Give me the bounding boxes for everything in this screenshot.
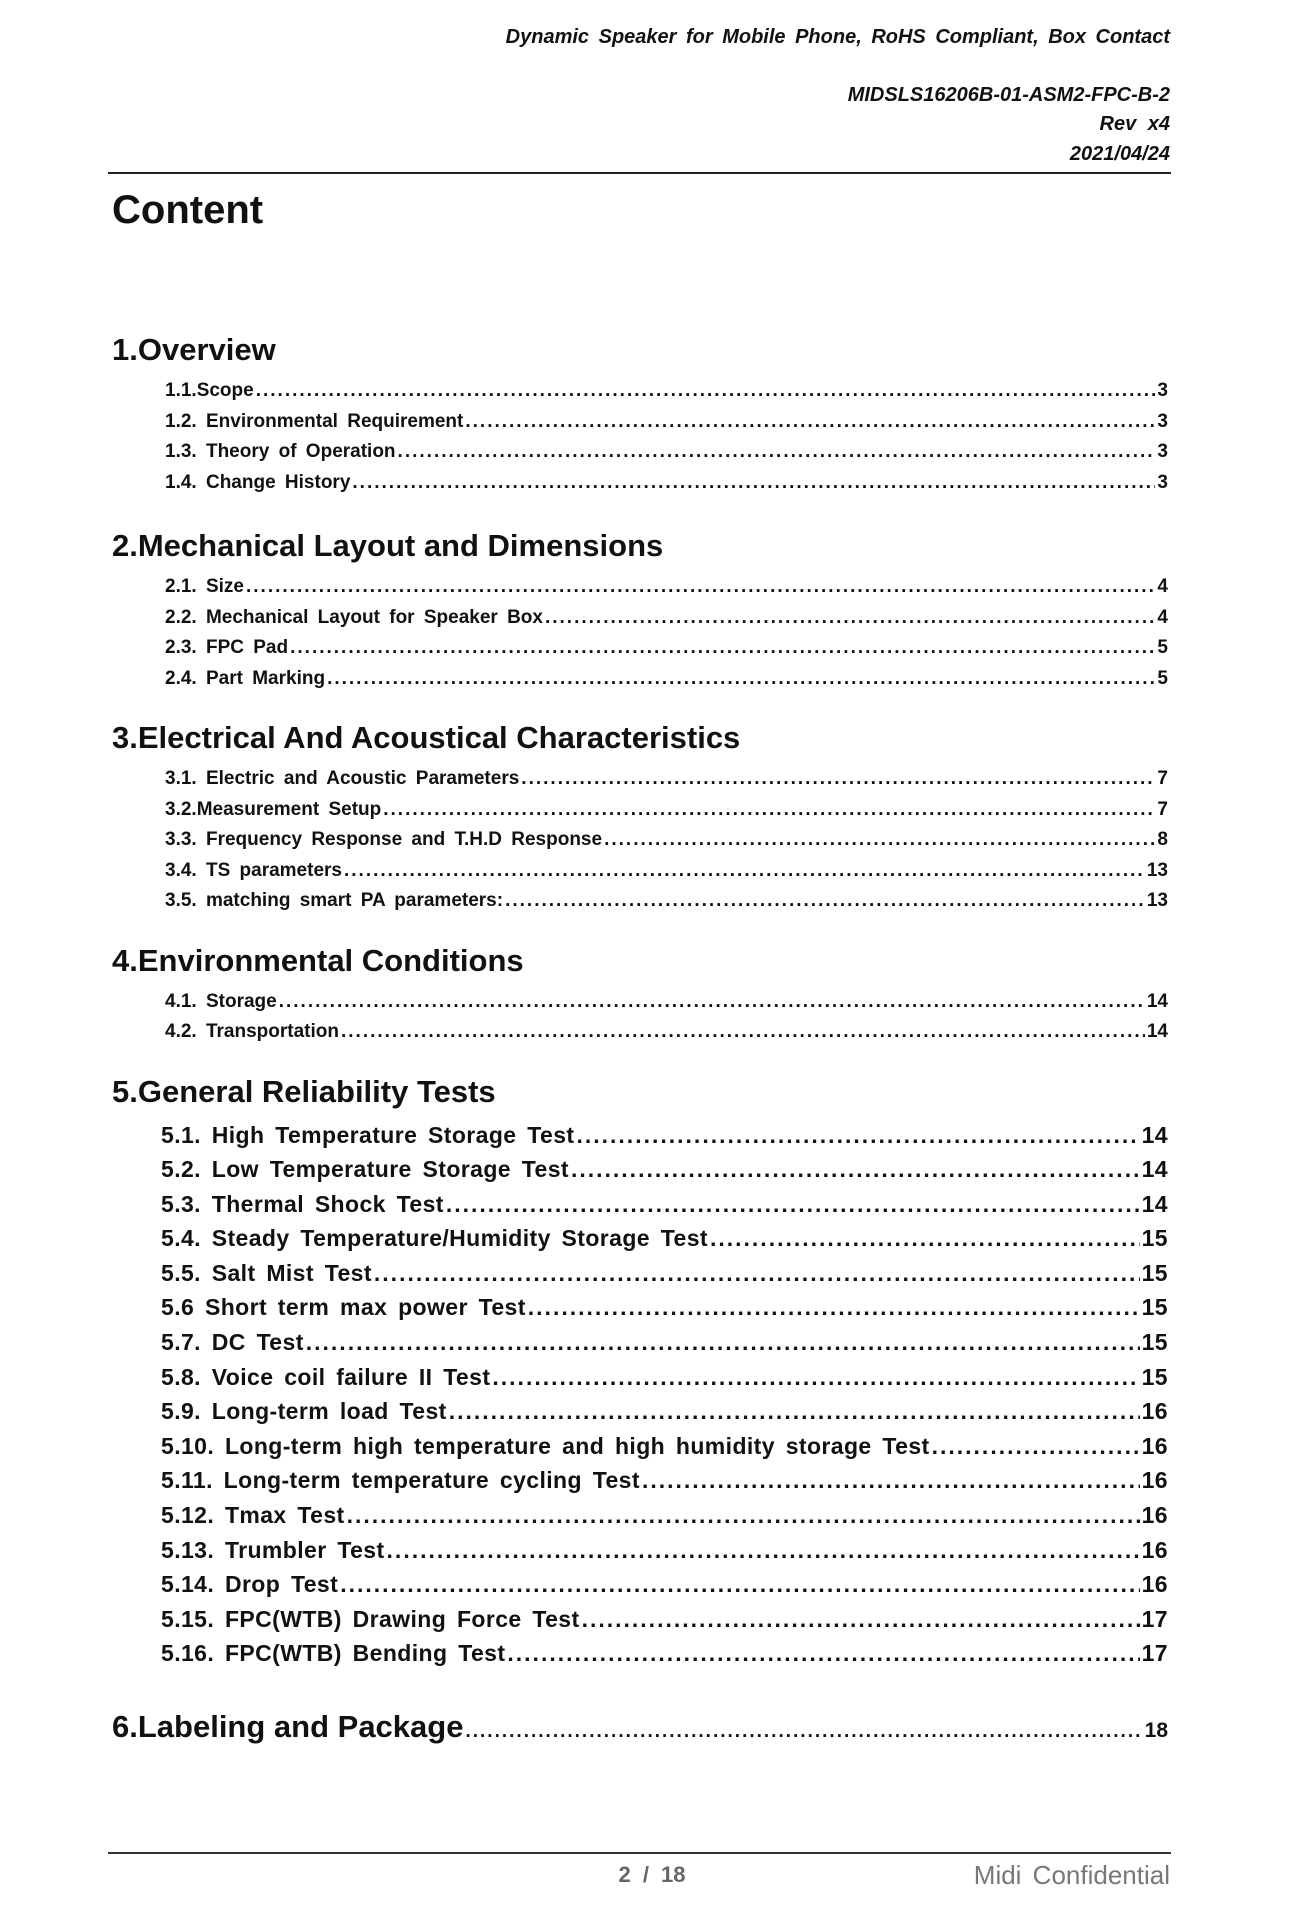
dot-leader bbox=[521, 764, 1155, 795]
toc-entry[interactable] bbox=[112, 664, 1172, 695]
dot-leader bbox=[352, 468, 1155, 499]
dot-leader bbox=[505, 886, 1145, 917]
dot-leader bbox=[290, 633, 1155, 664]
toc-entry-label: 5.7. DC Test bbox=[161, 1329, 304, 1356]
toc-entry[interactable] bbox=[112, 1394, 1172, 1429]
header-subtitle: Dynamic Speaker for Mobile Phone, RoHS Compliant, Box Contact bbox=[505, 26, 1170, 48]
confidential-label: Midi Confidential bbox=[973, 1860, 1170, 1890]
toc-entry-page: 3 bbox=[1157, 471, 1168, 493]
toc-entry-page: 17 bbox=[1141, 1605, 1168, 1632]
toc-section-heading[interactable]: 4.Environmental Conditions bbox=[112, 942, 524, 978]
dot-leader bbox=[398, 437, 1156, 468]
toc-entry-page: 7 bbox=[1157, 798, 1168, 820]
toc-entry-label: 5.11. Long-term temperature cycling Test bbox=[161, 1467, 640, 1494]
header-date: 2021/04/24 bbox=[1069, 143, 1170, 165]
toc-entry-label: 5.13. Trumbler Test bbox=[161, 1536, 385, 1563]
toc-entry-page: 13 bbox=[1146, 890, 1168, 911]
toc-entry-label: 5.6 Short term max power Test bbox=[161, 1294, 526, 1321]
toc-entry-label: 2.1. Size bbox=[165, 576, 244, 597]
toc-entry-label: 3.5. matching smart PA parameters: bbox=[165, 890, 504, 911]
toc-entry-label: 5.12. Tmax Test bbox=[161, 1502, 345, 1529]
toc-entry[interactable] bbox=[112, 795, 1172, 826]
dot-leader bbox=[446, 1187, 1140, 1222]
toc-entry-page: 3 bbox=[1157, 380, 1168, 401]
toc-section-heading[interactable]: 2.Mechanical Layout and Dimensions bbox=[112, 528, 664, 563]
toc-entry-page: 16 bbox=[1141, 1571, 1168, 1598]
dot-leader bbox=[528, 1290, 1140, 1325]
toc-entry-label: 5.16. FPC(WTB) Bending Test bbox=[161, 1640, 506, 1667]
dot-leader bbox=[545, 603, 1155, 634]
toc-entry-page: 14 bbox=[1146, 1021, 1168, 1042]
toc-entry-page: 5 bbox=[1157, 637, 1168, 658]
dot-leader bbox=[604, 825, 1155, 856]
header-revision: Rev x4 bbox=[1099, 113, 1170, 135]
toc-entry[interactable] bbox=[112, 1533, 1172, 1568]
toc-entry-page: 7 bbox=[1157, 768, 1168, 789]
toc-entry-label: 4.2. Transportation bbox=[165, 1021, 339, 1042]
dot-leader bbox=[507, 1636, 1139, 1671]
table-of-contents bbox=[112, 324, 1172, 1753]
toc-entry[interactable] bbox=[112, 1152, 1172, 1187]
toc-entry-page: 18 bbox=[1144, 1719, 1168, 1742]
toc-entry[interactable] bbox=[112, 1290, 1172, 1325]
page-title: Content bbox=[112, 188, 264, 232]
toc-entry[interactable] bbox=[112, 1602, 1172, 1637]
dot-leader bbox=[465, 407, 1155, 438]
dot-leader bbox=[340, 1567, 1139, 1602]
toc-section-heading[interactable]: 5.General Reliability Tests bbox=[112, 1073, 496, 1109]
toc-entry[interactable] bbox=[112, 886, 1172, 917]
dot-leader bbox=[576, 1118, 1139, 1153]
dot-leader bbox=[306, 1325, 1140, 1360]
toc-entry[interactable] bbox=[112, 856, 1172, 887]
toc-entry-label: 3.1. Electric and Acoustic Parameters bbox=[165, 768, 520, 789]
toc-entry[interactable] bbox=[112, 825, 1172, 856]
toc-entry[interactable] bbox=[112, 572, 1172, 603]
dot-leader bbox=[344, 856, 1145, 887]
toc-entry-page: 4 bbox=[1157, 576, 1168, 597]
toc-entry-page: 17 bbox=[1141, 1640, 1168, 1667]
toc-entry-page: 14 bbox=[1141, 1190, 1168, 1217]
toc-entry-label: 3.3. Frequency Response and T.H.D Response bbox=[165, 829, 603, 850]
toc-entry[interactable] bbox=[112, 1567, 1172, 1602]
toc-section-heading: 6.Labeling and Package bbox=[112, 1709, 464, 1744]
toc-entry-label: 5.9. Long-term load Test bbox=[161, 1398, 447, 1425]
toc-entry-page: 14 bbox=[1141, 1121, 1168, 1148]
footer-divider bbox=[108, 1852, 1171, 1854]
toc-entry[interactable] bbox=[112, 764, 1172, 795]
toc-entry-page: 16 bbox=[1141, 1536, 1168, 1563]
toc-entry-label: 2.3. FPC Pad bbox=[165, 637, 289, 658]
toc-entry-page: 3 bbox=[1157, 441, 1168, 462]
toc-entry-label: 1.3. Theory of Operation bbox=[165, 441, 396, 462]
dot-leader bbox=[256, 376, 1156, 407]
page-indicator: 2 / 18 bbox=[618, 1862, 686, 1887]
toc-entry[interactable] bbox=[112, 1325, 1172, 1360]
toc-entry-page: 13 bbox=[1146, 859, 1168, 881]
toc-entry-page: 8 bbox=[1157, 829, 1168, 850]
toc-entry-page: 3 bbox=[1157, 410, 1168, 432]
toc-entry-label: 5.5. Salt Mist Test bbox=[161, 1259, 372, 1286]
toc-entry-label: 5.15. FPC(WTB) Drawing Force Test bbox=[161, 1605, 580, 1632]
toc-section-5 bbox=[112, 1066, 1172, 1672]
toc-section-3 bbox=[112, 712, 1172, 917]
toc-entry-label: 2.2. Mechanical Layout for Speaker Box bbox=[165, 606, 543, 628]
toc-entry-page: 14 bbox=[1141, 1156, 1168, 1183]
toc-entry-page: 16 bbox=[1141, 1467, 1168, 1494]
toc-entry-label: 4.1. Storage bbox=[165, 990, 277, 1012]
toc-entry-page: 16 bbox=[1141, 1398, 1168, 1425]
toc-entry-page: 15 bbox=[1141, 1225, 1168, 1252]
toc-entry-page: 15 bbox=[1141, 1363, 1168, 1390]
toc-entry-label: 1.1.Scope bbox=[165, 380, 254, 401]
dot-leader bbox=[387, 1533, 1140, 1568]
toc-entry-label: 3.4. TS parameters bbox=[165, 859, 342, 881]
toc-entry-page: 14 bbox=[1146, 990, 1168, 1012]
toc-entry[interactable] bbox=[112, 437, 1172, 468]
toc-entry[interactable] bbox=[112, 1498, 1172, 1533]
toc-entry[interactable] bbox=[112, 1360, 1172, 1395]
toc-entry[interactable] bbox=[112, 376, 1172, 407]
toc-entry[interactable] bbox=[112, 603, 1172, 634]
toc-section-heading[interactable]: 3.Electrical And Acoustical Characteristics bbox=[112, 720, 741, 755]
toc-entry-page: 15 bbox=[1141, 1294, 1168, 1321]
toc-entry[interactable] bbox=[112, 1017, 1172, 1048]
toc-entry-label: 3.2.Measurement Setup bbox=[165, 798, 382, 820]
toc-entry[interactable] bbox=[112, 1429, 1172, 1464]
dot-leader bbox=[571, 1152, 1140, 1187]
dot-leader bbox=[383, 795, 1155, 826]
toc-entry-label: 5.4. Steady Temperature/Humidity Storage Test bbox=[161, 1225, 708, 1252]
toc-entry[interactable] bbox=[112, 1256, 1172, 1291]
dot-leader bbox=[449, 1394, 1140, 1429]
toc-entry-label: 5.1. High Temperature Storage Test bbox=[161, 1121, 575, 1148]
toc-entry[interactable] bbox=[112, 633, 1172, 664]
toc-section-heading[interactable]: 1.Overview bbox=[112, 332, 276, 367]
dot-leader bbox=[279, 987, 1145, 1018]
dot-leader bbox=[347, 1498, 1140, 1533]
toc-entry-page: 15 bbox=[1141, 1329, 1168, 1356]
toc-entry-page: 5 bbox=[1157, 667, 1168, 689]
toc-section-6[interactable] bbox=[112, 1701, 1172, 1753]
dot-leader bbox=[932, 1429, 1140, 1464]
dot-leader bbox=[582, 1602, 1140, 1637]
dot-leader bbox=[492, 1360, 1139, 1395]
toc-entry[interactable] bbox=[112, 987, 1172, 1018]
dot-leader bbox=[327, 664, 1155, 695]
dot-leader bbox=[710, 1221, 1140, 1256]
toc-entry[interactable] bbox=[112, 1187, 1172, 1222]
toc-entry-label: 1.2. Environmental Requirement bbox=[165, 410, 464, 432]
toc-entry[interactable] bbox=[112, 1636, 1172, 1671]
toc-entry[interactable] bbox=[112, 468, 1172, 499]
toc-section-1 bbox=[112, 324, 1172, 498]
toc-section-2 bbox=[112, 520, 1172, 694]
toc-entry-page: 15 bbox=[1141, 1259, 1168, 1286]
toc-entry-label: 5.8. Voice coil failure II Test bbox=[161, 1363, 491, 1390]
toc-entry-label: 5.3. Thermal Shock Test bbox=[161, 1190, 444, 1217]
toc-entry[interactable] bbox=[112, 1118, 1172, 1153]
dot-leader bbox=[246, 572, 1155, 603]
header-divider bbox=[108, 172, 1171, 174]
dot-leader bbox=[642, 1463, 1140, 1498]
toc-entry-page: 16 bbox=[1141, 1502, 1168, 1529]
dot-leader bbox=[465, 1721, 1142, 1743]
toc-entry-label: 2.4. Part Marking bbox=[165, 667, 326, 689]
toc-entry-label: 1.4. Change History bbox=[165, 471, 351, 493]
toc-entry-label: 5.2. Low Temperature Storage Test bbox=[161, 1156, 569, 1183]
toc-entry-label: 5.14. Drop Test bbox=[161, 1571, 339, 1598]
toc-entry-label: 5.10. Long-term high temperature and high humidity storage Test bbox=[161, 1432, 930, 1459]
header-doc-number: MIDSLS16206B-01-ASM2-FPC-B-2 bbox=[847, 84, 1170, 106]
toc-entry[interactable] bbox=[112, 407, 1172, 438]
toc-section-4 bbox=[112, 935, 1172, 1048]
dot-leader bbox=[341, 1017, 1145, 1048]
toc-entry-page: 4 bbox=[1157, 606, 1168, 628]
toc-entry[interactable] bbox=[112, 1221, 1172, 1256]
toc-entry[interactable] bbox=[112, 1463, 1172, 1498]
dot-leader bbox=[374, 1256, 1140, 1291]
toc-entry-page: 16 bbox=[1141, 1432, 1168, 1459]
